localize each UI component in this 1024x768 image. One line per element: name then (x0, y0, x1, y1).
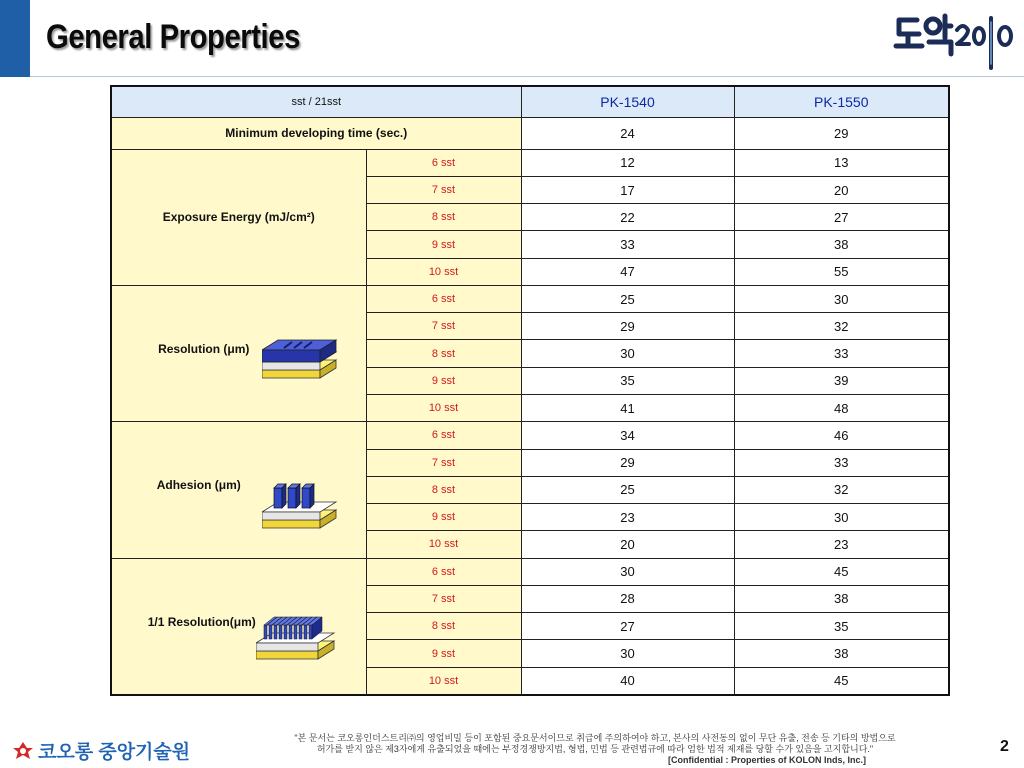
value-cell: 17 (521, 176, 734, 203)
value-cell: 20 (734, 176, 949, 203)
adhesion-pattern-icon (262, 482, 338, 532)
confidentiality-notice (250, 733, 940, 755)
min-dev-time-label: Minimum developing time (sec.) (111, 118, 521, 149)
value-cell: 48 (734, 395, 949, 422)
value-cell: 27 (521, 613, 734, 640)
value-cell: 29 (521, 449, 734, 476)
title-divider (30, 76, 1024, 77)
sst-cell: 7 sst (366, 449, 521, 476)
value-cell: 35 (521, 367, 734, 394)
value-cell: 12 (521, 149, 734, 176)
sst-cell: 7 sst (366, 585, 521, 612)
notice-line: 허가를 받지 않은 제3자에게 유출되었을 때에는 부정경쟁방지법, 형법, 민법 등 관련법규에 따라 엄한 법적 제재를 당할 수가 있음을 고지합니다." (316, 744, 874, 754)
table-row (111, 422, 949, 449)
group-label: Adhesion (μm) (156, 478, 241, 493)
value-cell: 23 (734, 531, 949, 558)
product-header-pk1540: PK-1540 (521, 86, 734, 118)
value-cell: 34 (521, 422, 734, 449)
page-number: 2 (1000, 738, 1009, 755)
value-cell: 23 (521, 504, 734, 531)
sst-cell: 8 sst (366, 340, 521, 367)
value-cell: 46 (734, 422, 949, 449)
sst-cell: 9 sst (366, 231, 521, 258)
value-cell: 13 (734, 149, 949, 176)
value-cell: 39 (734, 367, 949, 394)
value-cell: 30 (521, 640, 734, 667)
value-cell: 27 (734, 204, 949, 231)
header-label-cell: sst / 21sst (111, 86, 521, 118)
sst-cell: 7 sst (366, 176, 521, 203)
table-row (111, 149, 949, 176)
value-cell: 29 (521, 313, 734, 340)
title-accent-bar (0, 0, 30, 77)
value-cell: 30 (521, 558, 734, 585)
group-inner (112, 286, 366, 421)
value-cell: 38 (734, 231, 949, 258)
adhesion-group (111, 422, 366, 558)
sst-cell: 6 sst (366, 285, 521, 312)
group-inner (112, 559, 366, 694)
line-space-resolution-group (111, 558, 366, 695)
value-cell: 24 (521, 118, 734, 149)
notice-line: "본 문서는 코오롱인더스트리㈜의 영업비밀 등이 포함된 중요문서이므로 취급에 주의하여야 하고, 본사의 사전동의 없이 무단 유출, 전송 등 기타의 방법으로 (294, 733, 896, 743)
sst-cell: 6 sst (366, 422, 521, 449)
value-cell: 41 (521, 395, 734, 422)
value-cell: 38 (734, 640, 949, 667)
page-title: General Properties (46, 18, 300, 56)
value-cell: 30 (521, 340, 734, 367)
confidential-label: [Confidential : Properties of KOLON Inds, Inc.] (668, 755, 867, 765)
sst-cell: 8 sst (366, 204, 521, 231)
value-cell: 40 (521, 667, 734, 695)
value-cell: 32 (734, 476, 949, 503)
value-cell: 38 (734, 585, 949, 612)
group-label: Resolution (μm) (158, 341, 250, 356)
value-cell: 33 (734, 340, 949, 367)
value-cell: 22 (521, 204, 734, 231)
sst-cell: 6 sst (366, 558, 521, 585)
properties-table (110, 85, 950, 696)
sst-cell: 6 sst (366, 149, 521, 176)
table-header-row (111, 86, 949, 118)
exposure-energy-group (111, 149, 366, 285)
value-cell: 55 (734, 258, 949, 285)
sst-cell: 9 sst (366, 367, 521, 394)
group-inner (112, 422, 366, 557)
sst-cell: 10 sst (366, 667, 521, 695)
value-cell: 45 (734, 667, 949, 695)
value-cell: 45 (734, 558, 949, 585)
sst-cell: 9 sst (366, 640, 521, 667)
sst-cell: 10 sst (366, 531, 521, 558)
min-dev-time-row (111, 118, 949, 149)
line-space-pattern-icon (256, 611, 338, 663)
value-cell: 30 (734, 504, 949, 531)
value-cell: 33 (734, 449, 949, 476)
value-cell: 30 (734, 285, 949, 312)
sst-cell: 8 sst (366, 476, 521, 503)
value-cell: 33 (521, 231, 734, 258)
group-label: Exposure Energy (mJ/cm²) (162, 210, 315, 225)
doyak-2010-logo (893, 8, 1018, 72)
sst-cell: 7 sst (366, 313, 521, 340)
resolution-pattern-icon (262, 336, 338, 384)
value-cell: 28 (521, 585, 734, 612)
table-row (111, 558, 949, 585)
value-cell: 32 (734, 313, 949, 340)
sst-cell: 10 sst (366, 395, 521, 422)
table-row (111, 285, 949, 312)
value-cell: 35 (734, 613, 949, 640)
resolution-group (111, 285, 366, 421)
value-cell: 47 (521, 258, 734, 285)
value-cell: 20 (521, 531, 734, 558)
group-label: 1/1 Resolution(μm) (147, 614, 256, 629)
company-name: 코오롱 중앙기술원 (38, 742, 191, 763)
sst-cell: 10 sst (366, 258, 521, 285)
product-header-pk1550: PK-1550 (734, 86, 949, 118)
kolon-emblem-icon (12, 741, 34, 761)
value-cell: 29 (734, 118, 949, 149)
kolon-company-logo (12, 737, 190, 764)
sst-cell: 8 sst (366, 613, 521, 640)
value-cell: 25 (521, 285, 734, 312)
sst-cell: 9 sst (366, 504, 521, 531)
value-cell: 25 (521, 476, 734, 503)
